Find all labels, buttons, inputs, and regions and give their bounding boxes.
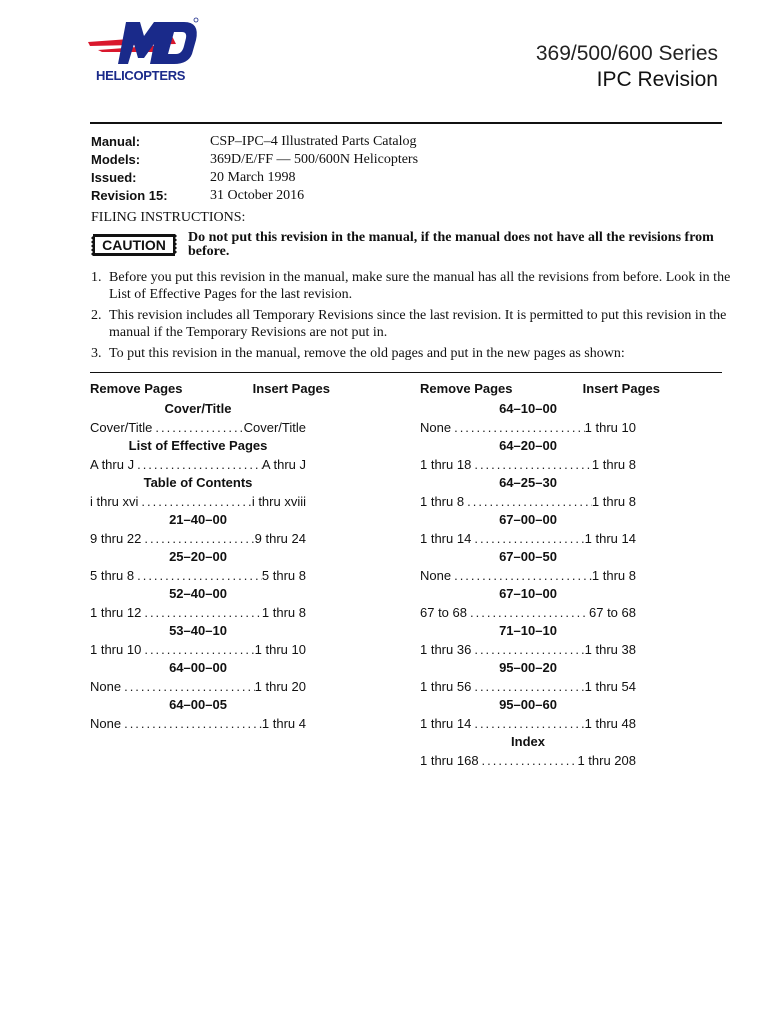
caution-badge (90, 232, 178, 258)
meta-label: Revision 15: (91, 188, 168, 203)
section-title: 95–00–60 (499, 697, 557, 712)
step-number: 1. (91, 270, 102, 285)
list-item (91, 307, 731, 341)
leader-dots (152, 418, 243, 437)
table-row (90, 677, 306, 696)
caution-text: Do not put this revision in the manual, if the manual does not have all the revisions from before. (188, 230, 714, 259)
section-title: Index (511, 734, 545, 749)
insert-value: 1 thru 20 (254, 679, 306, 694)
section-title: 64–20–00 (499, 438, 557, 453)
section-title: 67–00–00 (499, 512, 557, 527)
meta-issued-row (91, 169, 418, 187)
meta-label: Issued: (91, 170, 137, 185)
leader-dots (121, 714, 262, 733)
section-title: 21–40–00 (169, 512, 227, 527)
series-heading: 369/500/600 Series (535, 42, 718, 65)
table-row (420, 751, 636, 770)
table-header (90, 380, 330, 398)
meta-value: CSP–IPC–4 Illustrated Parts Catalog (210, 134, 417, 149)
filing-instructions-heading: FILING INSTRUCTIONS: (91, 210, 246, 225)
insert-value: 5 thru 8 (261, 568, 306, 583)
leader-dots (471, 714, 584, 733)
table-row (420, 455, 636, 474)
leader-dots (471, 677, 584, 696)
pages-table-left (90, 380, 330, 733)
table-row (420, 418, 636, 437)
table-row (420, 566, 636, 585)
leader-dots (141, 529, 254, 548)
section-title: 67–10–00 (499, 586, 557, 601)
insert-value: 9 thru 24 (254, 531, 306, 546)
table-row (420, 603, 636, 622)
table-row (420, 529, 636, 548)
insert-value: 1 thru 38 (584, 642, 636, 657)
meta-value: 369D/E/FF — 500/600N Helicopters (210, 152, 419, 167)
insert-value: 1 thru 48 (584, 716, 636, 731)
document-title: IPC Revision (596, 68, 718, 91)
leader-dots (471, 529, 584, 548)
insert-value: 1 thru 208 (577, 753, 636, 768)
step-text: This revision includes all Temporary Revisions since the last revision. It is permitted to put this revision in the manual if the Temporary Revisions are not put in. (109, 308, 727, 340)
remove-value: None (90, 679, 122, 694)
remove-value: 9 thru 22 (90, 531, 142, 546)
remove-value: 67 to 68 (420, 605, 467, 620)
insert-value: 1 thru 8 (591, 457, 636, 472)
remove-value: 1 thru 36 (420, 642, 472, 657)
insert-pages-header: Insert Pages (582, 381, 660, 396)
meta-label: Manual: (91, 134, 141, 149)
section-title: 64–10–00 (499, 401, 557, 416)
table-row (90, 640, 306, 659)
leader-dots (141, 640, 254, 659)
leader-dots (471, 640, 584, 659)
section-title: 64–00–05 (169, 697, 227, 712)
remove-value: A thru J (90, 457, 135, 472)
logo-wordmark: HELICOPTERS (96, 68, 186, 83)
remove-value: 1 thru 14 (420, 531, 472, 546)
leader-dots (464, 492, 592, 511)
meta-value: 31 October 2016 (210, 188, 305, 203)
remove-value: 1 thru 14 (420, 716, 472, 731)
section-title: 64–00–00 (169, 660, 227, 675)
table-row (420, 492, 636, 511)
meta-revision-row (91, 187, 418, 205)
table-row (90, 418, 306, 437)
leader-dots (471, 455, 592, 474)
leader-dots (138, 492, 251, 511)
meta-label: Models: (91, 152, 141, 167)
leader-dots (141, 603, 262, 622)
remove-value: 1 thru 8 (420, 494, 465, 509)
table-row (420, 640, 636, 659)
section-title: 95–00–20 (499, 660, 557, 675)
section-title: 53–40–10 (169, 623, 227, 638)
section-title: 64–25–30 (499, 475, 557, 490)
table-row (90, 455, 306, 474)
insert-value: 1 thru 4 (261, 716, 306, 731)
remove-value: 1 thru 10 (90, 642, 142, 657)
insert-value: 1 thru 8 (261, 605, 306, 620)
remove-value: 1 thru 168 (420, 753, 479, 768)
meta-manual-row (91, 133, 418, 151)
insert-value: i thru xviii (251, 494, 306, 509)
remove-value: Cover/Title (90, 420, 153, 435)
pages-table-right (420, 380, 660, 770)
table-row (420, 677, 636, 696)
remove-value: 1 thru 18 (420, 457, 472, 472)
table-row (90, 603, 306, 622)
leader-dots (121, 677, 255, 696)
remove-value: None (420, 420, 452, 435)
step-text: Before you put this revision in the manual, make sure the manual has all the revisions from before. Look in the List of Effective Pages for the last revision. (109, 270, 731, 302)
section-title: 52–40–00 (169, 586, 227, 601)
insert-value: 1 thru 10 (584, 420, 636, 435)
table-row (90, 492, 306, 511)
step-number: 2. (91, 308, 102, 323)
table-row (90, 714, 306, 733)
remove-value: 1 thru 12 (90, 605, 142, 620)
remove-value: None (90, 716, 122, 731)
insert-value: 1 thru 8 (591, 494, 636, 509)
meta-models-row (91, 151, 418, 169)
meta-value: 20 March 1998 (210, 170, 296, 185)
leader-dots (134, 566, 262, 585)
leader-dots (479, 751, 578, 770)
leader-dots (134, 455, 262, 474)
instruction-steps (91, 269, 731, 366)
insert-value: Cover/Title (243, 420, 306, 435)
table-row (420, 714, 636, 733)
insert-value: 1 thru 10 (254, 642, 306, 657)
section-title: List of Effective Pages (128, 438, 268, 453)
list-item (91, 345, 731, 362)
insert-value: 1 thru 14 (584, 531, 636, 546)
remove-value: 5 thru 8 (90, 568, 135, 583)
insert-value: 67 to 68 (589, 605, 636, 620)
step-number: 3. (91, 346, 102, 361)
list-item (91, 269, 731, 303)
leader-dots (451, 418, 585, 437)
insert-pages-header: Insert Pages (252, 381, 330, 396)
remove-pages-header: Remove Pages (90, 381, 183, 396)
table-row (90, 566, 306, 585)
section-rule (90, 372, 722, 373)
manual-meta (91, 133, 418, 205)
section-title: Cover/Title (164, 401, 232, 416)
insert-value: 1 thru 54 (584, 679, 636, 694)
step-text: To put this revision in the manual, remove the old pages and put in the new pages as shown: (109, 346, 625, 361)
remove-value: i thru xvi (90, 494, 139, 509)
remove-pages-header: Remove Pages (420, 381, 513, 396)
leader-dots (451, 566, 592, 585)
section-title: 25–20–00 (169, 549, 227, 564)
insert-value: A thru J (261, 457, 306, 472)
header-rule (90, 122, 722, 124)
table-header (420, 380, 660, 398)
section-title: Table of Contents (143, 475, 253, 490)
remove-value: None (420, 568, 452, 583)
table-row (90, 529, 306, 548)
insert-value: 1 thru 8 (591, 568, 636, 583)
leader-dots (467, 603, 589, 622)
section-title: 67–00–50 (499, 549, 557, 564)
section-title: 71–10–10 (499, 623, 557, 638)
remove-value: 1 thru 56 (420, 679, 472, 694)
caution-badge-label: CAUTION (102, 237, 166, 253)
